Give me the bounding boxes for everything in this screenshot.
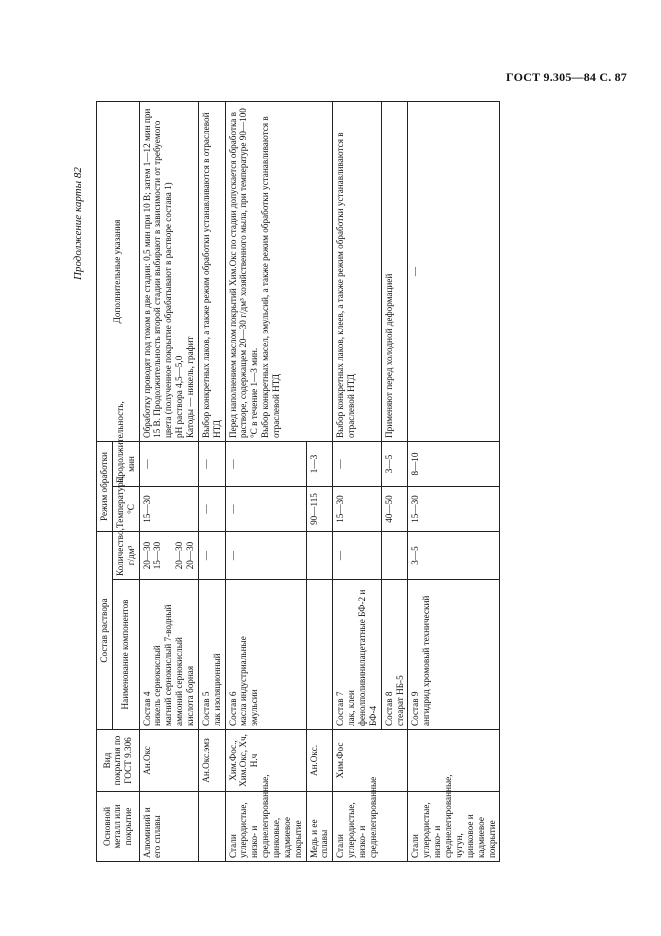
- cell-temperature: 15—30: [139, 487, 198, 532]
- cell-composition: Состав 6 масла индустриальные эмульсии: [225, 580, 306, 730]
- cell-coating: Ан.Окс: [139, 730, 198, 792]
- cell-coating: Хим.Фос: [333, 730, 408, 792]
- cell-base-metal: Алюминий и его сплавы: [139, 792, 198, 862]
- table-header-row: [97, 102, 113, 862]
- cell-composition: Состав 7 лак, клеи фенолполивинилацетатные БФ-2 и БФ-4: [333, 580, 381, 730]
- cell-duration: 8—10: [408, 442, 500, 487]
- cell-quantity: —: [198, 532, 225, 580]
- header-quantity: Количество, г/дм³: [112, 532, 139, 580]
- header-base-metal: Основной металл или покрытие: [97, 792, 140, 862]
- header-notes: Дополнительные указания: [97, 102, 140, 442]
- cell-coating: Хим.Фос., Хим.Окс, Хч, Н.ч: [225, 730, 306, 792]
- cell-quantity: [381, 532, 408, 580]
- cell-duration: 1—3: [306, 442, 333, 487]
- cell-temperature: —: [198, 487, 225, 532]
- header-component-name: Наименование компонентов: [112, 580, 139, 730]
- header-temperature: Температура, °С: [112, 487, 139, 532]
- cell-notes: Обработку проводят под током в две стадии: 0,5 мин при 10 В; затем 1—12 мин при 15 В. Продолжительность второй стадии выбирают в зависимости от требуемого цвета (полученное покрытие обрабатывают в растворе состава 1) pH раствора 4,5—5,0 Катоды — никель, графит: [139, 102, 198, 442]
- table-row: [333, 102, 381, 862]
- cell-notes: Выбор конкретных лаков, а также режим обработки устанавливаются в отраслевой НТД: [198, 102, 225, 442]
- cell-composition: Состав 9 ангидрид хромовый технический: [408, 580, 500, 730]
- cell-composition: Состав 5 лак изоляционный: [198, 580, 225, 730]
- cell-base-metal: Стали углеродистые, низко- и среднелегированные: [333, 792, 408, 862]
- cell-temperature: 15—30: [408, 487, 500, 532]
- cell-base-metal: Стали углеродистые, низко- и среднелегированные, чугун, цинковое и кадмиевое покрытие: [408, 792, 500, 862]
- table-row: [408, 102, 500, 862]
- cell-duration: —: [198, 442, 225, 487]
- page-header: ГОСТ 9.305—84 С. 87: [506, 70, 627, 84]
- cell-temperature: 40—50: [381, 487, 408, 532]
- cell-duration: 3—5: [381, 442, 408, 487]
- header-solution-composition: Состав раствора: [97, 532, 113, 730]
- cell-composition: [306, 580, 333, 730]
- cell-duration: —: [333, 442, 381, 487]
- cell-quantity: —: [225, 532, 306, 580]
- cell-composition: Состав 4 никель сернокислый магний сернокислый 7-водный аммоний сернокислый кислота борная: [139, 580, 198, 730]
- table-row: [225, 102, 306, 862]
- cell-temperature: 15—30: [333, 487, 381, 532]
- cell-quantity: —: [333, 532, 381, 580]
- cell-quantity: 3—5: [408, 532, 500, 580]
- cell-duration: —: [139, 442, 198, 487]
- cell-composition: Состав 8 стеарат НБ-5: [381, 580, 408, 730]
- cell-coating: Ан.Окс.эмз: [198, 730, 225, 792]
- cell-base-metal: Стали углеродистые, низко- и среднелегированные, цинковые, кадмиевое покрытие: [225, 792, 306, 862]
- cell-notes: Применяют перед холодной деформацией: [381, 102, 408, 442]
- table-row: [139, 102, 198, 862]
- cell-base-metal: [198, 792, 225, 862]
- cell-base-metal: Медь и ее сплавы: [306, 792, 333, 862]
- continuation-caption: Продолжение карты 82: [72, 167, 84, 280]
- treatment-table: [96, 101, 500, 862]
- cell-duration: —: [225, 442, 306, 487]
- cell-notes: Выбор конкретных лаков, клеев, а также режим обработки устанавливаются в отраслевой НТД: [333, 102, 381, 442]
- cell-temperature: 90—115: [306, 487, 333, 532]
- cell-notes: —: [408, 102, 500, 442]
- cell-notes: Перед наполнением маслом покрытий Хим.Окс по стадии допускается обработка в растворе, содержащем 20—30 г/дм³ хозяйственного мыла, при температуре 90—100 °С в течение 1—3 мин. Выбор конкретных масел, эмульсий, а также режим обработки устанавливаются в отраслевой НТД: [225, 102, 333, 442]
- cell-temperature: —: [225, 487, 306, 532]
- cell-quantity: [306, 532, 333, 580]
- cell-coating: [408, 730, 500, 792]
- rotated-table-wrapper: [96, 102, 497, 862]
- header-coating-type: Вид покрытия по ГОСТ 9.306: [97, 730, 140, 792]
- table-row: [198, 102, 225, 862]
- cell-coating: Ан.Окс.: [306, 730, 333, 792]
- header-treatment-mode: Режим обработки: [97, 442, 113, 532]
- cell-quantity: 20—30 15—30 20—30 20—30: [139, 532, 198, 580]
- header-duration: Продолжительность, мин: [112, 442, 139, 487]
